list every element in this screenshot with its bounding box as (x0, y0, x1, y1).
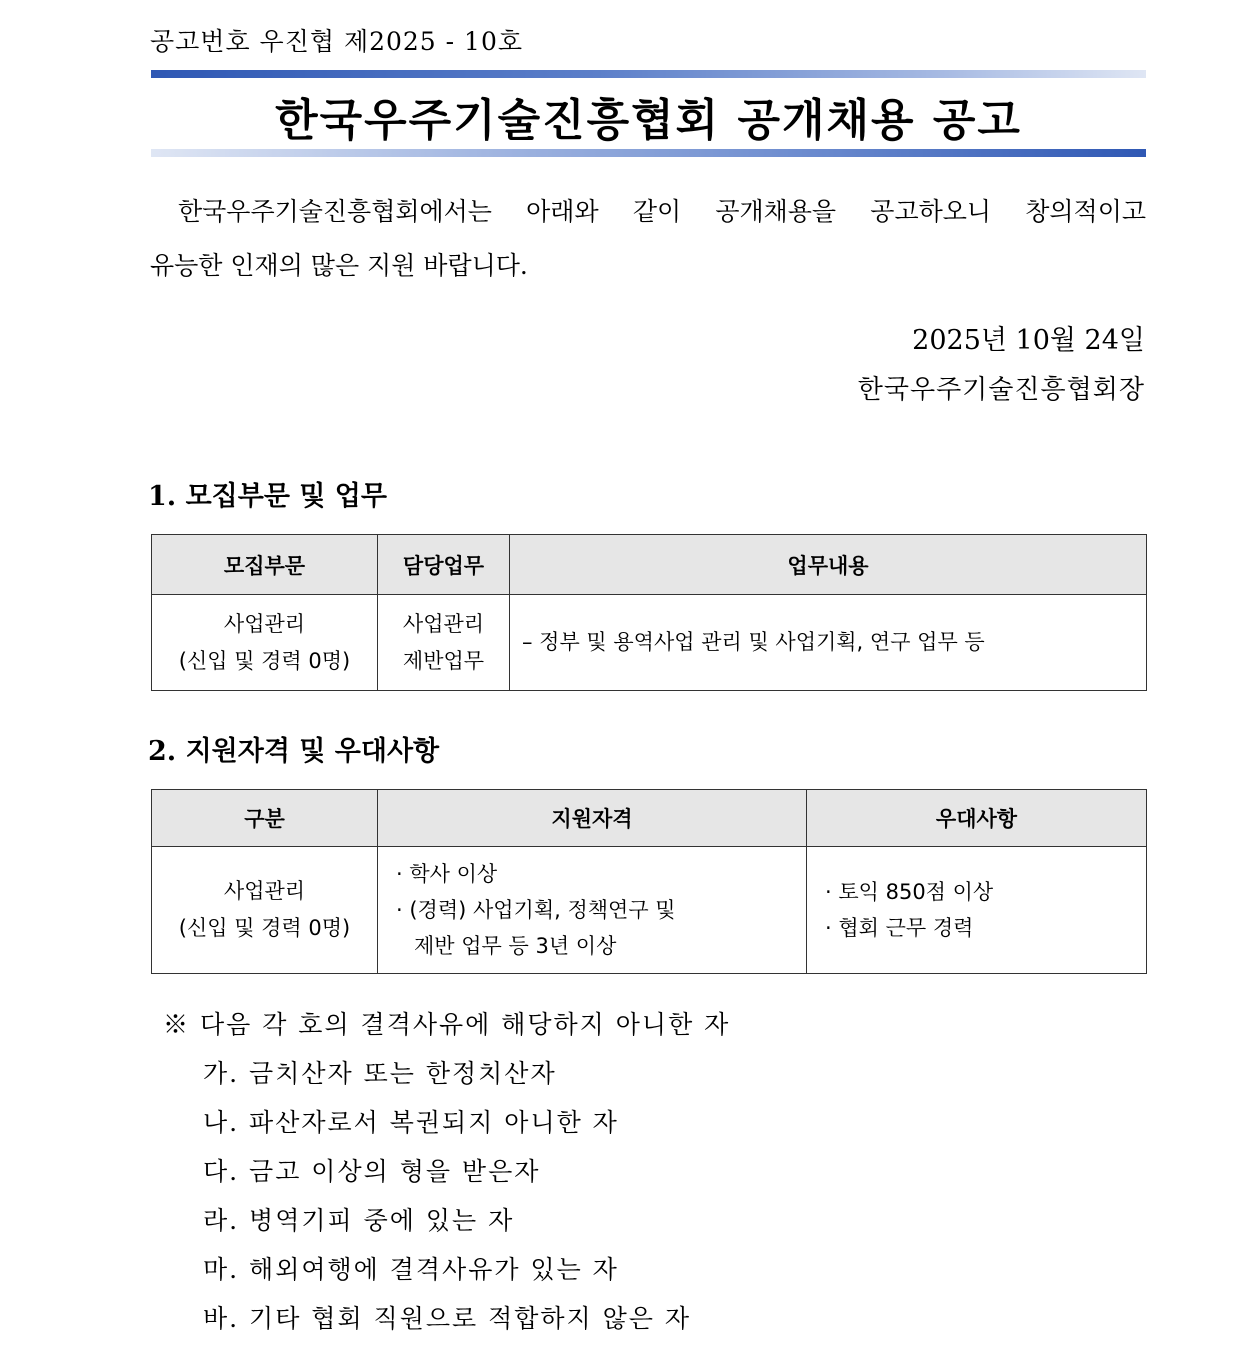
table-row (152, 595, 1147, 691)
section-2-title: 2. 지원자격 및 우대사항 (148, 736, 440, 767)
content-cell: – 정부 및 용역사업 관리 및 사업기획, 연구 업무 등 (510, 595, 1147, 691)
table-header-row (152, 790, 1147, 847)
section-1-title: 1. 모집부문 및 업무 (148, 481, 387, 512)
duty-line-2: 제반업무 (402, 648, 485, 673)
intro-paragraph (150, 185, 1146, 293)
intro-line-2: 유능한 인재의 많은 지원 바랍니다. (150, 251, 528, 280)
category-cell (152, 847, 378, 974)
division-name: 사업관리 (223, 611, 306, 636)
header-content: 업무내용 (510, 535, 1147, 595)
qualifications-cell (378, 847, 807, 974)
signer: 한국우주기술진흥협회장 (857, 375, 1145, 405)
header-preferences: 우대사항 (807, 790, 1147, 847)
division-cell (152, 595, 378, 691)
title-bar-bottom (151, 149, 1146, 157)
duty-cell (378, 595, 510, 691)
recruitment-table (151, 534, 1147, 691)
category-name: 사업관리 (223, 879, 306, 903)
preference-item: · 토익 850점 이상 (825, 880, 994, 904)
intro-line-1: 한국우주기술진흥협회에서는 아래와 같이 공개채용을 공고하오니 창의적이고 (178, 197, 1146, 226)
qualification-item-continued: 제반 업무 등 3년 이상 (414, 934, 617, 958)
title-bar-top (151, 70, 1146, 78)
header-division: 모집부문 (152, 535, 378, 595)
preference-item: · 협회 근무 경력 (825, 916, 974, 940)
list-item: 나. 파산자로서 복권되지 아니한 자 (203, 1108, 619, 1137)
table-row (152, 847, 1147, 974)
header-duty: 담당업무 (378, 535, 510, 595)
table-header-row (152, 535, 1147, 595)
list-item: 라. 병역기피 중에 있는 자 (203, 1206, 515, 1235)
notice-date: 2025년 10월 24일 (912, 325, 1145, 356)
preferences-cell (807, 847, 1147, 974)
list-item: 마. 해외여행에 결격사유가 있는 자 (203, 1255, 619, 1284)
page-title: 한국우주기술진흥협회 공개채용 공고 (275, 95, 1022, 146)
qualification-item: · (경력) 사업기획, 정책연구 및 (396, 898, 676, 922)
division-headcount: (신입 및 경력 0명) (178, 648, 351, 673)
qualifications-table (151, 789, 1147, 974)
qualification-item: · 학사 이상 (396, 862, 498, 886)
disqualification-lead: ※ 다음 각 호의 결격사유에 해당하지 아니한 자 (163, 1010, 731, 1039)
header-qualifications: 지원자격 (378, 790, 807, 847)
list-item: 다. 금고 이상의 형을 받은자 (203, 1157, 541, 1186)
notice-number: 공고번호 우진협 제2025 - 10호 (150, 27, 524, 56)
duty-line-1: 사업관리 (402, 611, 485, 636)
category-headcount: (신입 및 경력 0명) (178, 916, 351, 940)
list-item: 가. 금치산자 또는 한정치산자 (203, 1059, 557, 1088)
list-item: 바. 기타 협회 직원으로 적합하지 않은 자 (203, 1304, 692, 1333)
header-category: 구분 (152, 790, 378, 847)
disqualification-list (163, 1000, 730, 1343)
